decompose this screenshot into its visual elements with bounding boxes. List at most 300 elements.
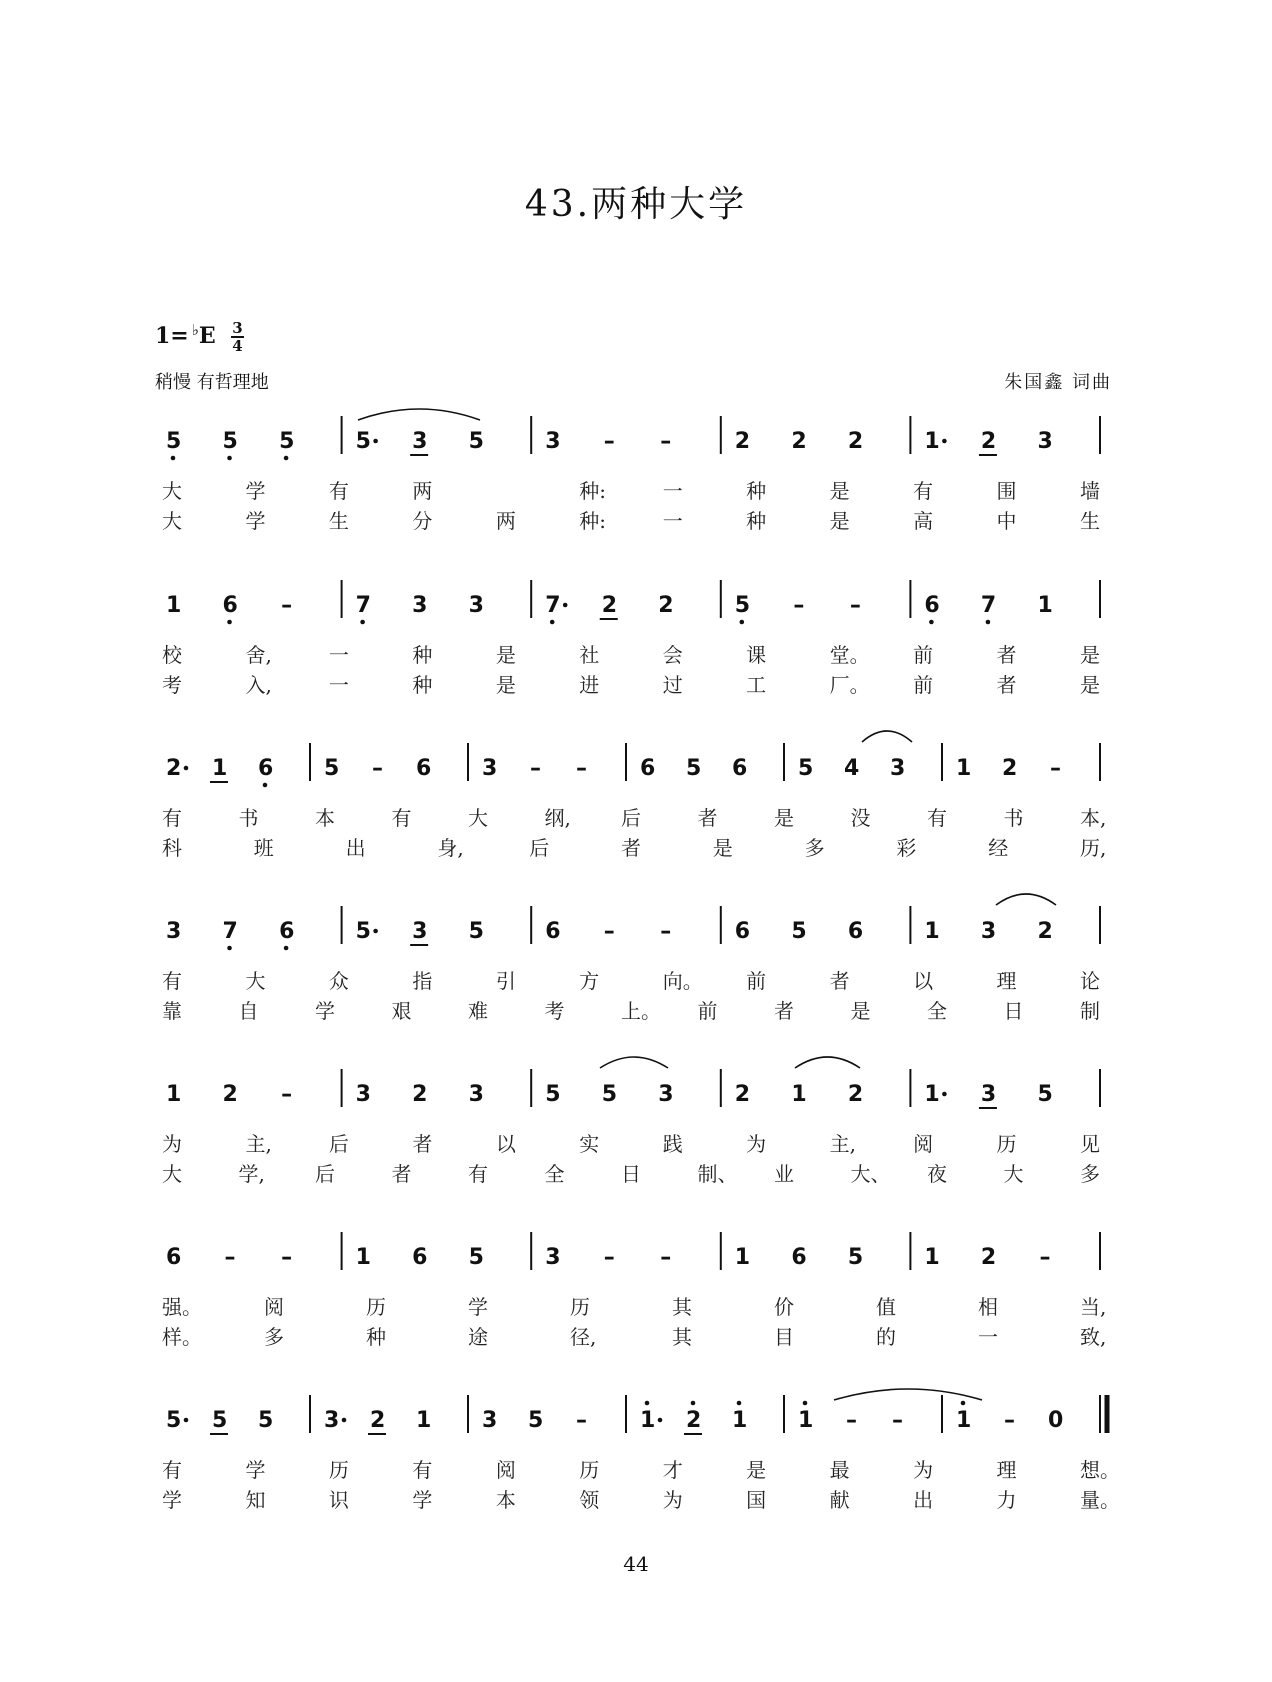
lyric-verse-1: 者 xyxy=(697,806,718,830)
lyric-verse-2: 夜 xyxy=(927,1162,947,1186)
note: 6 xyxy=(412,1245,428,1270)
note: 3 xyxy=(980,1082,997,1107)
note: 5 xyxy=(601,1082,618,1107)
lyric-verse-2: 者 xyxy=(996,673,1017,697)
lyric-verse-2: 是 xyxy=(829,509,850,533)
lyric-verse-1: 是 xyxy=(829,479,850,503)
lyric-verse-2: 知 xyxy=(245,1488,266,1512)
lyric-verse-1: 者 xyxy=(829,969,850,993)
high-octave-dot xyxy=(645,1401,650,1406)
lyric-verse-2: 是 xyxy=(1080,673,1100,697)
lyric-verse-2: 过 xyxy=(662,673,683,697)
lyric-verse-1: 主, xyxy=(829,1132,856,1156)
note: 2 xyxy=(222,1082,238,1107)
slur xyxy=(996,894,1056,905)
lyric-verse-2: 是 xyxy=(495,673,516,697)
note: 7 xyxy=(545,593,561,618)
lyric-verse-2: 后 xyxy=(315,1162,335,1186)
high-octave-dot xyxy=(737,1401,742,1406)
augmentation-dot xyxy=(342,1418,347,1423)
note: 1 xyxy=(924,919,940,944)
lyric-verse-1: 种 xyxy=(746,479,767,503)
lyric-verse-1: 学 xyxy=(245,479,266,503)
lyric-verse-2: 高 xyxy=(913,509,934,533)
lyric-verse-1: 强。 xyxy=(162,1295,202,1319)
high-octave-dot xyxy=(961,1401,966,1406)
time-signature-bottom: 4 xyxy=(232,337,243,355)
lyric-verse-1: 想。 xyxy=(1080,1458,1120,1482)
note: 1 xyxy=(924,1245,940,1270)
lyric-verse-1: 书 xyxy=(1003,806,1024,830)
author-credit: 朱国鑫 词曲 xyxy=(1004,372,1112,393)
note: 6 xyxy=(734,919,751,944)
lyric-verse-1: 种 xyxy=(412,643,433,667)
note: 6 xyxy=(732,756,748,781)
note: 2 xyxy=(658,593,674,618)
lyric-verse-2: 致, xyxy=(1080,1325,1107,1349)
note: 2 xyxy=(847,1082,864,1107)
note: 5 xyxy=(1037,1082,1053,1107)
lyric-verse-1: 后 xyxy=(621,806,641,830)
note: 5 xyxy=(545,1082,561,1107)
lyric-verse-1: 大 xyxy=(245,969,266,993)
page-number: 44 xyxy=(623,1552,649,1576)
lyric-verse-2: 国 xyxy=(746,1488,767,1512)
lyric-verse-1: 舍, xyxy=(245,643,272,667)
lyric-verse-1: 其 xyxy=(672,1295,692,1319)
note: 1 xyxy=(732,1408,748,1433)
note: 3 xyxy=(980,919,997,944)
lyric-verse-1: 堂。 xyxy=(829,643,870,667)
lyric-verse-1: 是 xyxy=(746,1458,767,1482)
lyric-verse-2: 靠 xyxy=(162,999,182,1023)
tempo-marking: 稍慢 有哲理地 xyxy=(155,372,269,393)
dash-mark: – xyxy=(281,593,293,618)
lyric-verse-1: 为 xyxy=(746,1132,767,1156)
note: 5 xyxy=(324,756,340,781)
lyric-verse-1: 有 xyxy=(412,1458,433,1482)
note: 2 xyxy=(166,756,182,781)
dash-mark: – xyxy=(530,756,541,781)
note: 3 xyxy=(324,1408,340,1433)
note: 3 xyxy=(412,919,428,944)
lyric-verse-1: 是 xyxy=(1080,643,1100,667)
dash-mark: – xyxy=(281,1245,293,1270)
lyric-verse-1: 历 xyxy=(579,1458,600,1482)
note: 3 xyxy=(658,1082,674,1107)
lyric-verse-1: 阅 xyxy=(495,1458,516,1482)
lyric-verse-1: 历 xyxy=(996,1132,1017,1156)
note: 1 xyxy=(166,1082,182,1107)
lyric-verse-1: 历 xyxy=(366,1295,386,1319)
dash-mark: – xyxy=(1039,1245,1051,1270)
note: 3 xyxy=(166,919,182,944)
low-octave-dot xyxy=(284,946,289,951)
augmentation-dot xyxy=(184,766,189,771)
note: 2 xyxy=(370,1408,386,1433)
note: 3 xyxy=(468,1082,484,1107)
dash-mark: – xyxy=(660,1245,672,1270)
lyric-verse-1: 以 xyxy=(913,969,934,993)
lyric-verse-1: 有 xyxy=(162,969,182,993)
lyric-verse-1: 最 xyxy=(829,1458,850,1482)
lyric-verse-1: 理 xyxy=(996,1458,1017,1482)
note: 2 xyxy=(412,1082,428,1107)
note: 2 xyxy=(847,429,864,454)
lyric-verse-1: 本 xyxy=(315,806,335,830)
lyric-verse-1: 以 xyxy=(495,1132,516,1156)
slur xyxy=(600,1057,668,1068)
note: 3 xyxy=(355,1082,371,1107)
low-octave-dot xyxy=(929,620,934,625)
lyric-verse-2: 后 xyxy=(529,836,550,860)
lyric-verse-1: 历 xyxy=(328,1458,349,1482)
lyric-verse-2: 学 xyxy=(315,999,335,1023)
dash-mark: – xyxy=(660,429,672,454)
lyric-verse-2: 者 xyxy=(391,1162,412,1186)
dash-mark: – xyxy=(603,919,615,944)
note: 2 xyxy=(734,429,751,454)
note: 3 xyxy=(482,756,498,781)
note: 3 xyxy=(545,1245,561,1270)
lyric-verse-1: 一 xyxy=(328,643,349,667)
lyric-verse-2: 大 xyxy=(1003,1162,1024,1186)
dash-mark: – xyxy=(1050,756,1061,781)
note: 5 xyxy=(355,429,371,454)
note: 5 xyxy=(528,1408,544,1433)
lyric-verse-1: 才 xyxy=(662,1458,683,1482)
lyric-verse-2: 艰 xyxy=(391,999,412,1023)
high-octave-dot xyxy=(803,1401,808,1406)
dash-mark: – xyxy=(281,1082,293,1107)
lyric-verse-1: 为 xyxy=(913,1458,934,1482)
lyric-verse-1: 历 xyxy=(570,1295,590,1319)
augmentation-dot xyxy=(184,1418,189,1423)
dash-mark: – xyxy=(603,1245,615,1270)
lyric-verse-2: 种 xyxy=(746,509,767,533)
lyric-verse-1: 墙 xyxy=(1080,479,1100,503)
low-octave-dot xyxy=(360,620,365,625)
note: 5 xyxy=(468,429,484,454)
lyric-verse-2: 为 xyxy=(662,1488,683,1512)
lyric-verse-2: 考 xyxy=(544,999,565,1023)
note: 1 xyxy=(734,1245,751,1270)
key-name: E xyxy=(198,323,216,349)
lyric-verse-2: 中 xyxy=(996,509,1017,533)
lyric-verse-2: 日 xyxy=(1003,999,1024,1023)
lyric-verse-2: 样。 xyxy=(162,1325,202,1349)
dash-mark: – xyxy=(849,593,861,618)
lyric-verse-1: 当, xyxy=(1080,1295,1107,1319)
note: 3 xyxy=(412,429,428,454)
lyric-verse-2: 出 xyxy=(913,1488,934,1512)
lyric-verse-1: 有 xyxy=(162,806,182,830)
lyric-verse-2: 日 xyxy=(621,1162,641,1186)
note: 1 xyxy=(924,1082,940,1107)
note: 1 xyxy=(166,593,182,618)
note: 6 xyxy=(258,756,274,781)
lyric-verse-2: 领 xyxy=(579,1488,600,1512)
low-octave-dot xyxy=(986,620,991,625)
note: 5 xyxy=(686,756,702,781)
lyric-verse-2: 学 xyxy=(412,1488,433,1512)
lyric-verse-1: 是 xyxy=(774,806,794,830)
note: 5 xyxy=(166,1408,182,1433)
lyric-verse-2: 制、 xyxy=(697,1162,738,1186)
note: 1 xyxy=(355,1245,371,1270)
lyric-verse-2: 途 xyxy=(468,1325,488,1349)
lyric-verse-2: 其 xyxy=(672,1325,692,1349)
lyric-verse-1: 两 xyxy=(412,479,433,503)
dash-mark: – xyxy=(224,1245,236,1270)
lyric-verse-2: 自 xyxy=(238,999,259,1023)
dash-mark: – xyxy=(576,1408,587,1433)
dash-mark: – xyxy=(372,756,383,781)
lyric-verse-1: 有 xyxy=(328,479,349,503)
lyric-verse-2: 本 xyxy=(495,1488,516,1512)
lyric-verse-1: 学 xyxy=(245,1458,266,1482)
lyric-verse-2: 大 xyxy=(162,1162,182,1186)
lyric-verse-1: 一 xyxy=(662,479,683,503)
lyric-verse-1: 者 xyxy=(412,1132,433,1156)
note: 6 xyxy=(924,593,940,618)
lyric-verse-2: 彩 xyxy=(896,836,917,860)
augmentation-dot xyxy=(373,439,378,444)
note: 2 xyxy=(734,1082,751,1107)
lyric-verse-2: 种 xyxy=(412,673,433,697)
note: 2 xyxy=(1002,756,1018,781)
lyric-verse-2: 两 xyxy=(495,509,516,533)
lyric-verse-1: 是 xyxy=(495,643,516,667)
note: 5 xyxy=(847,1245,864,1270)
lyric-verse-2: 全 xyxy=(927,999,947,1023)
note: 5 xyxy=(468,919,484,944)
low-octave-dot xyxy=(171,456,176,461)
dash-mark: – xyxy=(576,756,587,781)
lyric-verse-1: 理 xyxy=(996,969,1017,993)
slur xyxy=(358,409,480,420)
lyric-verse-2: 一 xyxy=(978,1325,998,1349)
lyric-verse-2: 多 xyxy=(264,1325,284,1349)
note: 5 xyxy=(734,593,751,618)
note: 1 xyxy=(798,1408,814,1433)
note: 1 xyxy=(924,429,940,454)
lyric-verse-2: 者 xyxy=(774,999,794,1023)
lyric-verse-2: 身, xyxy=(437,836,464,860)
note: 7 xyxy=(355,593,371,618)
lyric-verse-2: 力 xyxy=(996,1488,1017,1512)
dash-mark: – xyxy=(660,919,672,944)
lyric-verse-2: 学 xyxy=(162,1488,182,1512)
lyric-verse-1: 有 xyxy=(913,479,934,503)
lyric-verse-2: 大 xyxy=(162,509,182,533)
low-octave-dot xyxy=(227,620,232,625)
lyric-verse-2: 一 xyxy=(662,509,683,533)
lyric-verse-2: 的 xyxy=(876,1325,896,1349)
note: 5 xyxy=(355,919,371,944)
lyric-verse-1: 引 xyxy=(495,969,516,993)
low-octave-dot xyxy=(284,456,289,461)
lyric-verse-1: 方 xyxy=(579,969,600,993)
lyric-verse-1: 值 xyxy=(876,1295,896,1319)
note: 6 xyxy=(847,919,864,944)
note: 2 xyxy=(980,1245,997,1270)
lyric-verse-2: 多 xyxy=(804,836,825,860)
lyric-verse-1: 前 xyxy=(913,643,934,667)
lyric-verse-1: 围 xyxy=(996,479,1017,503)
note: 1 xyxy=(956,1408,972,1433)
low-octave-dot xyxy=(227,946,232,951)
note: 6 xyxy=(791,1245,807,1270)
note: 6 xyxy=(222,593,238,618)
note: 5 xyxy=(258,1408,274,1433)
lyric-verse-1: 众 xyxy=(328,969,349,993)
high-octave-dot xyxy=(691,1401,696,1406)
lyric-verse-1: 书 xyxy=(238,806,259,830)
lyric-verse-2: 厂。 xyxy=(829,673,870,697)
lyric-verse-2: 科 xyxy=(162,836,182,860)
note: 1 xyxy=(640,1408,656,1433)
lyric-verse-2: 制 xyxy=(1080,999,1100,1023)
note: 2 xyxy=(686,1408,702,1433)
note: 3 xyxy=(890,756,906,781)
lyric-verse-1: 前 xyxy=(746,969,767,993)
song-title: 43.两种大学 xyxy=(524,184,748,225)
note: 5 xyxy=(222,429,238,454)
lyric-verse-2: 有 xyxy=(468,1162,488,1186)
lyric-verse-2: 全 xyxy=(544,1162,565,1186)
lyric-verse-2: 生 xyxy=(1080,509,1100,533)
lyric-verse-1: 没 xyxy=(850,806,871,830)
note: 2 xyxy=(980,429,997,454)
lyric-verse-2: 种: xyxy=(579,509,607,533)
note: 1 xyxy=(212,756,228,781)
low-octave-dot xyxy=(227,456,232,461)
lyric-verse-2: 生 xyxy=(328,509,349,533)
note: 6 xyxy=(545,919,561,944)
lyric-verse-1: 实 xyxy=(579,1132,600,1156)
lyric-verse-1: 学 xyxy=(468,1295,488,1319)
lyric-verse-2: 学 xyxy=(245,509,266,533)
note: 4 xyxy=(844,756,860,781)
lyric-verse-1: 会 xyxy=(662,643,683,667)
lyric-verse-2: 分 xyxy=(412,509,433,533)
lyric-verse-2: 学, xyxy=(238,1162,265,1186)
lyric-verse-1: 本, xyxy=(1080,806,1107,830)
note: 1 xyxy=(416,1408,432,1433)
slur xyxy=(862,731,912,742)
lyric-verse-2: 业 xyxy=(774,1162,794,1186)
lyric-verse-2: 考 xyxy=(162,673,182,697)
key-prefix: 1= xyxy=(155,323,189,349)
note: 1 xyxy=(1037,593,1053,618)
augmentation-dot xyxy=(942,1092,947,1097)
lyric-verse-1: 种: xyxy=(579,479,607,503)
lyric-verse-1: 有 xyxy=(391,806,412,830)
augmentation-dot xyxy=(563,603,568,608)
lyric-verse-1: 阅 xyxy=(913,1132,934,1156)
note: 3 xyxy=(1037,429,1053,454)
lyric-verse-1: 见 xyxy=(1080,1132,1100,1156)
lyric-verse-2: 径, xyxy=(570,1325,597,1349)
note: 5 xyxy=(468,1245,484,1270)
lyric-verse-2: 上。 xyxy=(621,999,661,1023)
note: 6 xyxy=(640,756,656,781)
lyric-verse-2: 者 xyxy=(621,836,641,860)
augmentation-dot xyxy=(373,929,378,934)
lyric-verse-2: 目 xyxy=(774,1325,794,1349)
lyric-verse-1: 指 xyxy=(412,969,433,993)
lyric-verse-2: 献 xyxy=(829,1488,850,1512)
note: 5 xyxy=(791,919,807,944)
lyric-verse-1: 价 xyxy=(774,1295,794,1319)
lyric-verse-2: 是 xyxy=(712,836,733,860)
flat-icon: ♭ xyxy=(191,320,199,339)
lyric-verse-1: 主, xyxy=(245,1132,272,1156)
lyric-verse-2: 一 xyxy=(328,673,349,697)
lyric-verse-2: 前 xyxy=(697,999,718,1023)
note: 5 xyxy=(279,429,295,454)
lyric-verse-2: 量。 xyxy=(1080,1488,1120,1512)
lyric-verse-1: 论 xyxy=(1080,969,1100,993)
low-octave-dot xyxy=(550,620,555,625)
lyric-verse-1: 校 xyxy=(162,643,182,667)
lyric-verse-1: 社 xyxy=(579,643,600,667)
dash-mark: – xyxy=(892,1408,903,1433)
lyric-verse-1: 为 xyxy=(162,1132,182,1156)
time-signature-top: 3 xyxy=(232,319,243,337)
note: 1 xyxy=(956,756,972,781)
lyric-verse-2: 大、 xyxy=(850,1162,891,1186)
note: 6 xyxy=(279,919,295,944)
note: 5 xyxy=(798,756,814,781)
lyric-verse-2: 经 xyxy=(988,836,1009,860)
lyric-verse-2: 班 xyxy=(253,836,274,860)
slur xyxy=(795,1057,860,1068)
note: 2 xyxy=(1037,919,1053,944)
low-octave-dot xyxy=(263,783,268,788)
note: 3 xyxy=(468,593,484,618)
lyric-verse-2: 出 xyxy=(345,836,366,860)
lyric-verse-2: 多 xyxy=(1080,1162,1100,1186)
dash-mark: – xyxy=(793,593,805,618)
lyric-verse-2: 工 xyxy=(746,673,767,697)
lyric-verse-1: 后 xyxy=(328,1132,349,1156)
lyric-verse-1: 大 xyxy=(162,479,182,503)
note: 3 xyxy=(545,429,561,454)
note: 0 xyxy=(1048,1408,1064,1433)
note: 2 xyxy=(601,593,618,618)
lyric-verse-2: 进 xyxy=(579,673,600,697)
lyric-verse-1: 践 xyxy=(662,1132,683,1156)
lyric-verse-2: 种 xyxy=(366,1325,386,1349)
note: 2 xyxy=(791,429,807,454)
lyric-verse-1: 向。 xyxy=(662,969,703,993)
note: 6 xyxy=(166,1245,182,1270)
lyric-verse-2: 历, xyxy=(1080,836,1107,860)
lyric-verse-1: 课 xyxy=(746,643,767,667)
lyric-verse-1: 有 xyxy=(927,806,947,830)
dash-mark: – xyxy=(1004,1408,1015,1433)
lyric-verse-1: 纲, xyxy=(544,806,571,830)
lyric-verse-2: 入, xyxy=(245,673,272,697)
note: 7 xyxy=(980,593,997,618)
note: 6 xyxy=(416,756,432,781)
slur xyxy=(834,1389,982,1400)
lyric-verse-2: 前 xyxy=(913,673,934,697)
lyric-verse-2: 是 xyxy=(850,999,871,1023)
lyric-verse-1: 相 xyxy=(978,1295,998,1319)
